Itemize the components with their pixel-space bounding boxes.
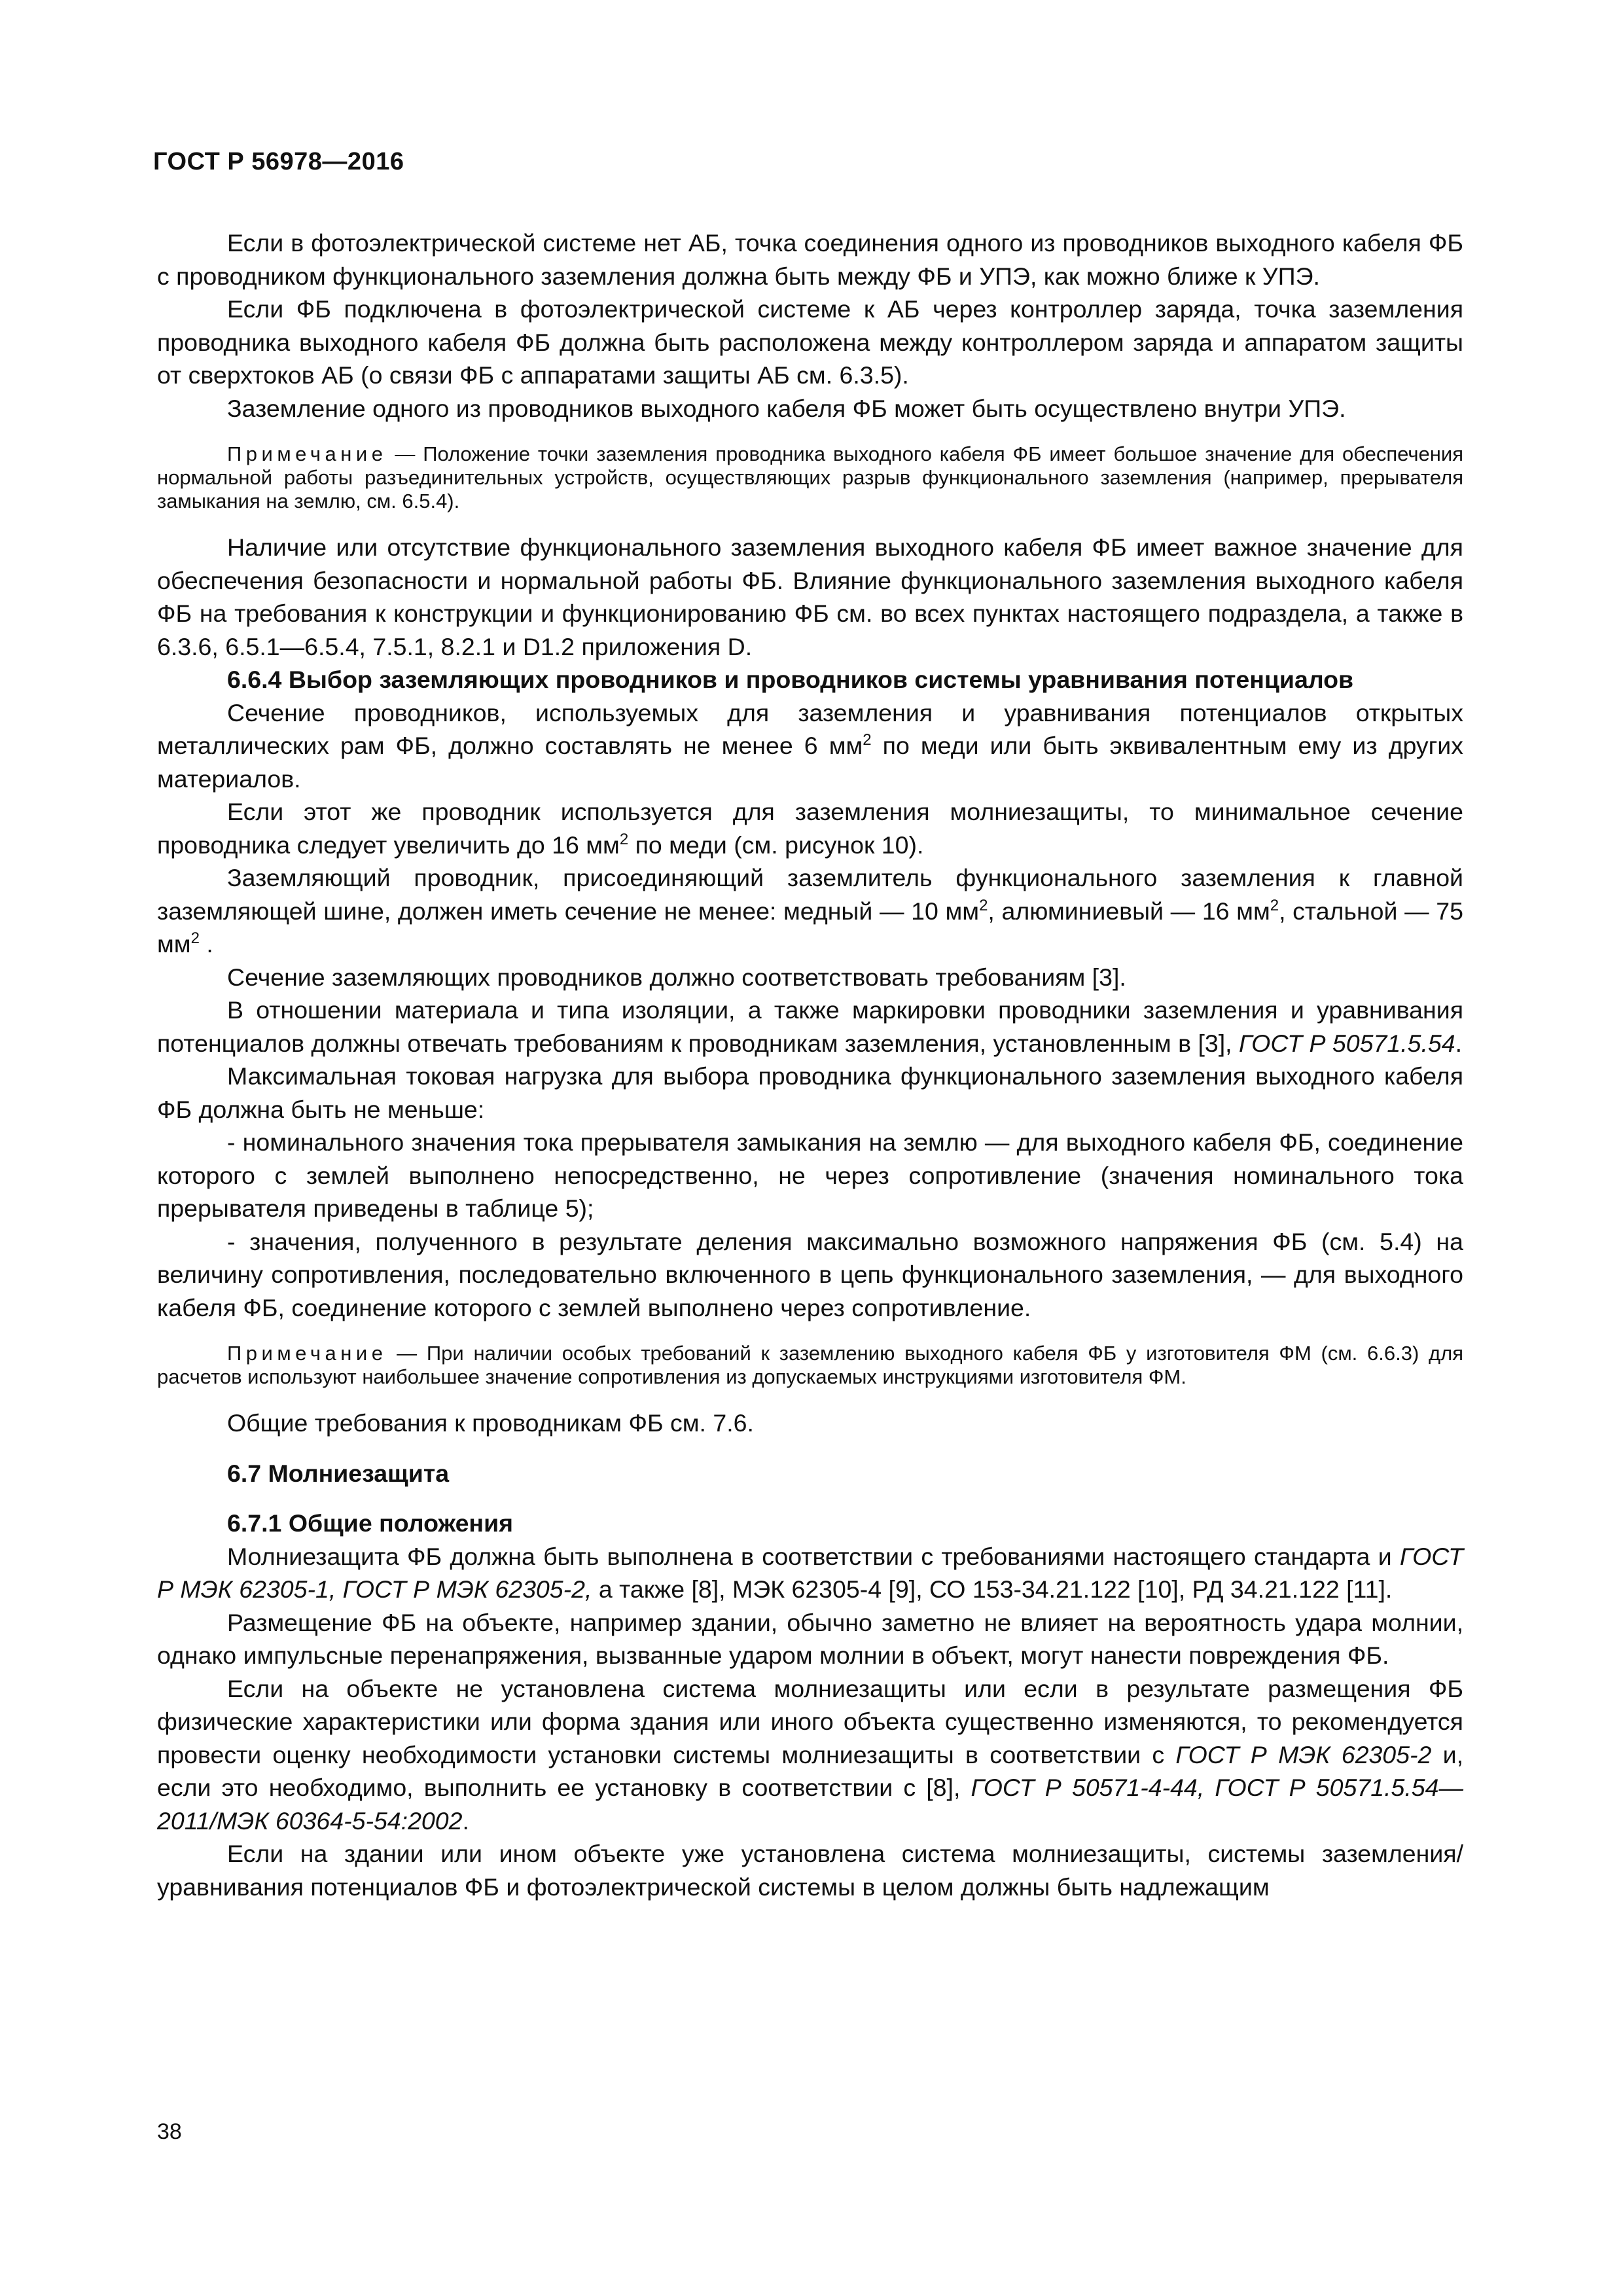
note [157,1342,1463,1389]
paragraph: Максимальная токовая нагрузка для выбора проводника функционального заземления выходного кабеля ФБ должна быть не меньше: [157,1062,1463,1123]
paragraph: Если в фотоэлектрической системе нет АБ, точка соединения одного из проводников выходного кабеля ФБ с проводником функционального заземления должна быть между ФБ и УПЭ, как можно ближе к УПЭ. [157,229,1463,290]
paragraph: Если на здании или ином объекте уже установлена система молниезащиты, системы заземления/ уравнивания потенциалов ФБ и фотоэлектрической системы в целом должны быть надлежащим [157,1840,1463,1901]
paragraph: Если ФБ подключена в фотоэлектрической системе к АБ через контроллер заряда, точка заземления проводника выходного кабеля ФБ должна быть расположена между контроллером заряда и аппаратом защиты от сверхтоков АБ (о связи ФБ с аппаратами защиты АБ см. 6.3.5). [157,295,1463,389]
list-item: - номинального значения тока прерывателя замыкания на землю — для выходного кабеля ФБ, соединение которого с землей выполнено непосредственно, не через сопротивление (значения номинального тока прерывателя приведены в таблице 5); [157,1128,1463,1222]
document-header-code: ГОСТ Р 56978—2016 [153,148,404,175]
paragraph: Заземление одного из проводников выходного кабеля ФБ может быть осуществлено внутри УПЭ. [227,394,1346,422]
paragraph: Если этот же проводник используется для заземления молниезащиты, то минимальное сечение проводника следует увеличить до 16 $мм^2$ по меди (см. рисунок 10). [157,798,1463,859]
document-body [157,226,1463,1903]
note-label: Примечание [227,442,387,465]
paragraph: Молниезащита ФБ должна быть выполнена в соответствии с требованиями настоящего стандарта и ГОСТ Р МЭК 62305-1, ГОСТ Р МЭК 62305-2, а также [8], МЭК 62305-4 [9], СО 153-34.21.122 [10], РД 34.21.122 [11]. [157,1542,1463,1603]
paragraph: Если на объекте не установлена система молниезащиты или если в результате размещения ФБ физические характеристики или форма здания или иного объекта существенно изменяются, то рекомендуется провести оценку необходимости установки системы молниезащиты в соответствии с ГОСТ Р МЭК 62305-2 и, если это необходимо, выполнить ее установку в соответствии с [8], ГОСТ Р 50571-4-44, ГОСТ Р 50571.5.54—2011/МЭК 60364-5-54:2002. [157,1674,1463,1835]
section-heading-6-7: 6.7 Молниезащита [227,1459,450,1487]
note-text: — При наличии особых требований к заземлению выходного кабеля ФБ у изготовителя ФМ (см. 6.6.3) для расчетов используют наибольшее значение сопротивления из допускаемых инструкциями изготовителя ФМ. [157,1342,1463,1388]
note [157,442,1463,513]
paragraph: Заземляющий проводник, присоединяющий заземлитель функционального заземления к главной заземляющей шине, должен иметь сечение не менее: медный — 10 $мм^2$, алюминиевый — 16 $мм^2$, стальной — 75 $мм^2$ . [157,864,1464,958]
paragraph: Общие требования к проводникам ФБ см. 7.6. [227,1409,754,1437]
page-number: 38 [157,2119,182,2144]
paragraph: Размещение ФБ на объекте, например здании, обычно заметно не влияет на вероятность удара молнии, однако импульсные перенапряжения, вызванные ударом молнии в объект, могут нанести повреждения ФБ. [157,1608,1463,1669]
paragraph: Сечение заземляющих проводников должно соответствовать требованиям [3]. [227,963,1126,991]
note-label: Примечание [227,1342,387,1365]
section-heading-6-6-4: 6.6.4 Выбор заземляющих проводников и проводников системы уравнивания потенциалов [227,666,1354,693]
note-text: — Положение точки заземления проводника выходного кабеля ФБ имеет большое значение для обеспечения нормальной работы разъединительных устройств, осуществляющих разрыв функционального заземления (например, прерывателя замыкания на землю, см. 6.5.4). [157,442,1463,512]
paragraph: Сечение проводников, используемых для заземления и уравнивания потенциалов открытых металлических рам ФБ, должно составлять не менее 6 $мм^2$ по меди или быть эквивалентным ему из других материалов. [157,698,1464,793]
list-item: - значения, полученного в результате деления максимально возможного напряжения ФБ (см. 5.4) на величину сопротивления, последовательно включенного в цепь функционального заземления, — для выходного кабеля ФБ, соединение которого с землей выполнено через сопротивление. [157,1227,1463,1321]
paragraph: Наличие или отсутствие функционального заземления выходного кабеля ФБ имеет важное значение для обеспечения безопасности и нормальной работы ФБ. Влияние функционального заземления выходного кабеля ФБ на требования к конструкции и функционированию ФБ см. во всех пунктах настоящего подраздела, а также в 6.3.6, 6.5.1—6.5.4, 7.5.1, 8.2.1 и D1.2 приложения D. [157,533,1463,660]
section-heading-6-7-1: 6.7.1 Общие положения [227,1509,514,1537]
paragraph: В отношении материала и типа изоляции, а также маркировки проводники заземления и уравнивания потенциалов должны отвечать требованиям к проводникам заземления, установленным в [3], ГОСТ Р 50571.5.54. [157,996,1463,1057]
